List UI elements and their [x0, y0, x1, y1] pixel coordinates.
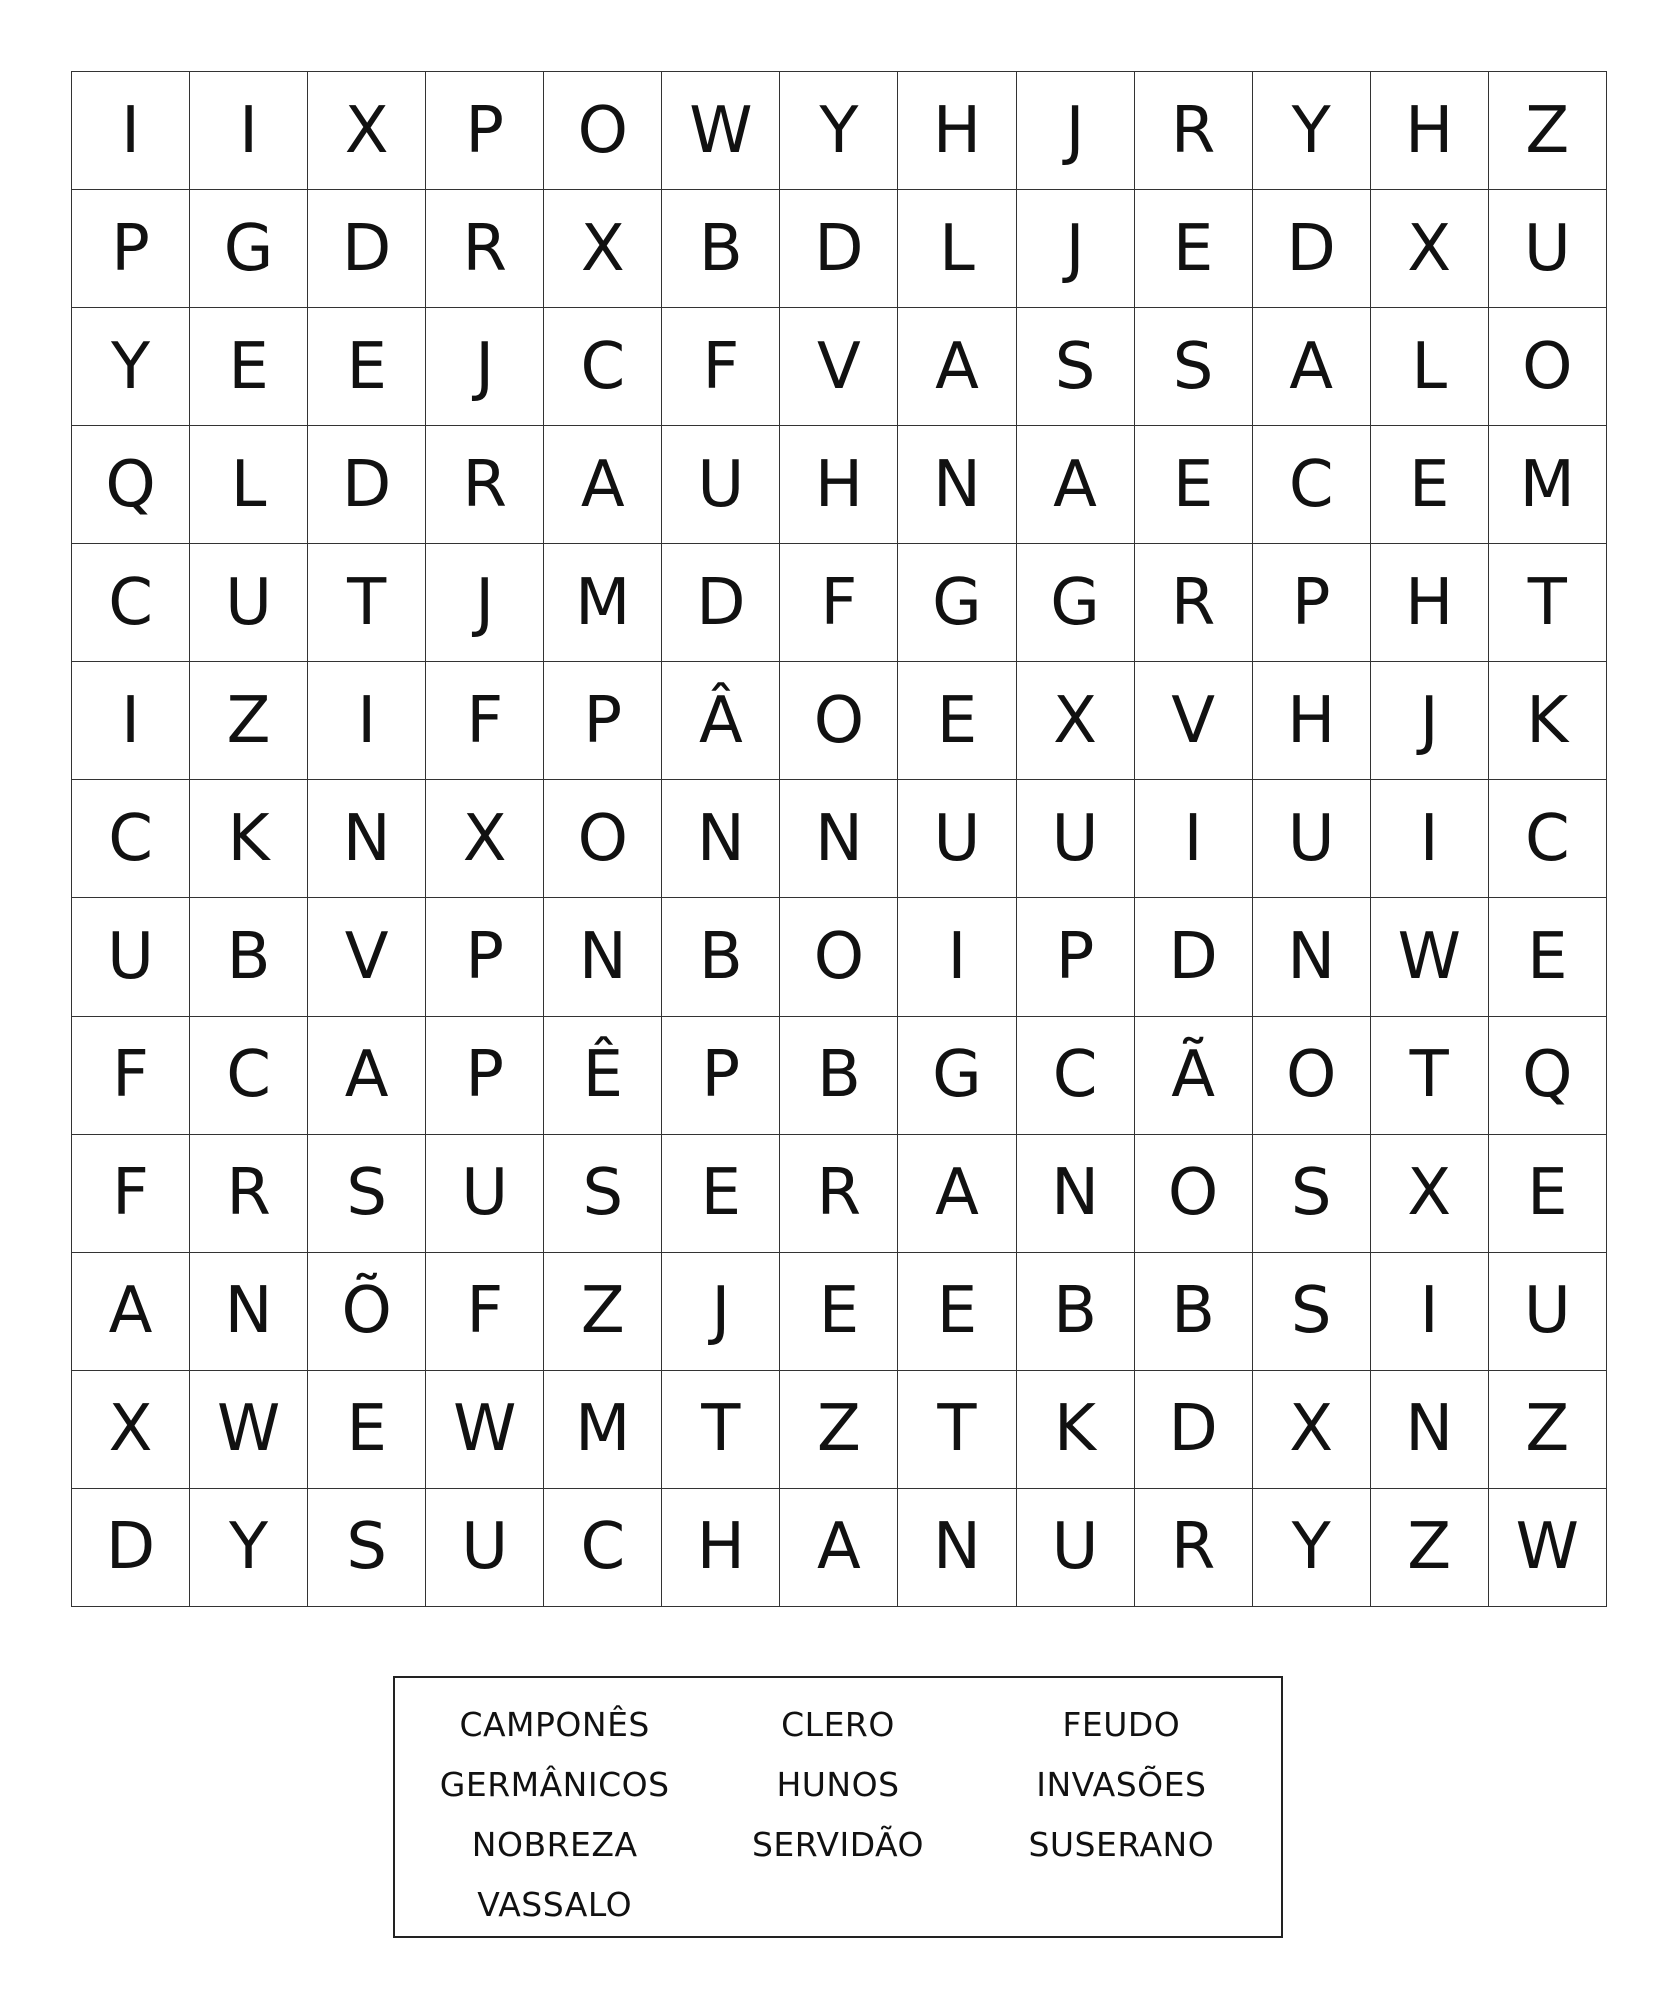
- grid-cell[interactable]: K: [1017, 1371, 1135, 1489]
- grid-cell[interactable]: A: [780, 1489, 898, 1607]
- grid-cell[interactable]: Â: [662, 662, 780, 780]
- grid-cell[interactable]: N: [190, 1253, 308, 1371]
- grid-cell[interactable]: D: [72, 1489, 190, 1607]
- grid-cell[interactable]: R: [426, 426, 544, 544]
- grid-cell[interactable]: M: [544, 1371, 662, 1489]
- grid-cell[interactable]: H: [1371, 72, 1489, 190]
- grid-cell[interactable]: S: [544, 1135, 662, 1253]
- grid-cell[interactable]: D: [662, 544, 780, 662]
- word-list-item: SUSERANO: [1028, 1824, 1215, 1864]
- grid-cell[interactable]: O: [1135, 1135, 1253, 1253]
- word-list-item: GERMÂNICOS: [439, 1764, 670, 1804]
- grid-cell[interactable]: Z: [1371, 1489, 1489, 1607]
- grid-cell[interactable]: J: [426, 544, 544, 662]
- grid-cell[interactable]: R: [190, 1135, 308, 1253]
- grid-cell[interactable]: C: [544, 308, 662, 426]
- grid-cell[interactable]: I: [1371, 780, 1489, 898]
- word-list-item: HUNOS: [776, 1764, 900, 1804]
- grid-cell[interactable]: S: [1253, 1253, 1371, 1371]
- grid-cell[interactable]: C: [72, 544, 190, 662]
- grid-cell[interactable]: W: [426, 1371, 544, 1489]
- grid-cell[interactable]: W: [190, 1371, 308, 1489]
- grid-cell[interactable]: L: [190, 426, 308, 544]
- grid-cell[interactable]: S: [1135, 308, 1253, 426]
- grid-cell[interactable]: B: [780, 1017, 898, 1135]
- grid-cell[interactable]: X: [1371, 1135, 1489, 1253]
- grid-cell[interactable]: D: [780, 190, 898, 308]
- grid-cell[interactable]: M: [1489, 426, 1607, 544]
- grid-cell[interactable]: J: [426, 308, 544, 426]
- grid-cell[interactable]: F: [426, 1253, 544, 1371]
- grid-cell[interactable]: U: [426, 1489, 544, 1607]
- grid-cell[interactable]: X: [308, 72, 426, 190]
- grid-cell[interactable]: X: [1253, 1371, 1371, 1489]
- grid-cell[interactable]: D: [1253, 190, 1371, 308]
- grid-cell[interactable]: X: [544, 190, 662, 308]
- grid-cell[interactable]: T: [308, 544, 426, 662]
- grid-cell[interactable]: E: [1371, 426, 1489, 544]
- grid-cell[interactable]: O: [544, 72, 662, 190]
- grid-cell[interactable]: A: [898, 308, 1016, 426]
- grid-cell[interactable]: Z: [1489, 72, 1607, 190]
- grid-cell[interactable]: N: [544, 898, 662, 1016]
- grid-cell[interactable]: H: [662, 1489, 780, 1607]
- grid-cell[interactable]: E: [898, 662, 1016, 780]
- grid-row: [72, 72, 1607, 190]
- grid-cell[interactable]: T: [662, 1371, 780, 1489]
- grid-cell[interactable]: C: [72, 780, 190, 898]
- grid-cell[interactable]: E: [1135, 426, 1253, 544]
- grid-cell[interactable]: R: [780, 1135, 898, 1253]
- grid-cell[interactable]: Ã: [1135, 1017, 1253, 1135]
- grid-cell[interactable]: N: [662, 780, 780, 898]
- grid-cell[interactable]: Z: [544, 1253, 662, 1371]
- grid-cell[interactable]: D: [1135, 898, 1253, 1016]
- grid-cell[interactable]: R: [426, 190, 544, 308]
- grid-cell[interactable]: B: [662, 898, 780, 1016]
- grid-cell[interactable]: P: [426, 1017, 544, 1135]
- grid-cell[interactable]: F: [662, 308, 780, 426]
- grid-cell[interactable]: U: [190, 544, 308, 662]
- grid-cell[interactable]: I: [72, 72, 190, 190]
- grid-cell[interactable]: I: [72, 662, 190, 780]
- grid-cell[interactable]: E: [190, 308, 308, 426]
- grid-cell[interactable]: A: [898, 1135, 1016, 1253]
- grid-cell[interactable]: B: [1135, 1253, 1253, 1371]
- grid-cell[interactable]: N: [898, 426, 1016, 544]
- grid-cell[interactable]: O: [780, 898, 898, 1016]
- grid-cell[interactable]: X: [1371, 190, 1489, 308]
- grid-row: [72, 1135, 1607, 1253]
- grid-cell[interactable]: O: [1489, 308, 1607, 426]
- grid-cell[interactable]: W: [1371, 898, 1489, 1016]
- grid-row: [72, 1489, 1607, 1607]
- grid-cell[interactable]: I: [898, 898, 1016, 1016]
- word-list-item: VASSALO: [477, 1884, 633, 1924]
- grid-cell[interactable]: A: [72, 1253, 190, 1371]
- grid-cell[interactable]: R: [1135, 72, 1253, 190]
- grid-cell[interactable]: W: [1489, 1489, 1607, 1607]
- grid-cell[interactable]: A: [308, 1017, 426, 1135]
- grid-cell[interactable]: U: [1489, 190, 1607, 308]
- word-list: [395, 1694, 1281, 1934]
- grid-cell[interactable]: N: [308, 780, 426, 898]
- grid-cell[interactable]: J: [1017, 190, 1135, 308]
- grid-cell[interactable]: E: [898, 1253, 1016, 1371]
- grid-cell[interactable]: G: [1017, 544, 1135, 662]
- grid-cell[interactable]: P: [72, 190, 190, 308]
- grid-row: [72, 898, 1607, 1016]
- grid-cell[interactable]: I: [1135, 780, 1253, 898]
- grid-cell[interactable]: Z: [780, 1371, 898, 1489]
- word-list-item: CAMPONÊS: [459, 1704, 650, 1744]
- grid-row: [72, 308, 1607, 426]
- word-list-item: CLERO: [781, 1704, 895, 1744]
- grid-row: [72, 1253, 1607, 1371]
- grid-cell[interactable]: C: [1017, 1017, 1135, 1135]
- grid-cell[interactable]: H: [1371, 544, 1489, 662]
- grid-cell[interactable]: A: [544, 426, 662, 544]
- grid-cell[interactable]: A: [1253, 308, 1371, 426]
- grid-cell[interactable]: E: [1135, 190, 1253, 308]
- grid-cell[interactable]: U: [426, 1135, 544, 1253]
- grid-cell[interactable]: H: [1253, 662, 1371, 780]
- grid-cell[interactable]: J: [1017, 72, 1135, 190]
- grid-cell[interactable]: D: [308, 426, 426, 544]
- grid-cell[interactable]: C: [1253, 426, 1371, 544]
- word-list-item: FEUDO: [1062, 1704, 1181, 1744]
- grid-cell[interactable]: L: [898, 190, 1016, 308]
- grid-cell[interactable]: P: [662, 1017, 780, 1135]
- grid-cell[interactable]: Y: [780, 72, 898, 190]
- grid-cell[interactable]: G: [190, 190, 308, 308]
- grid-cell[interactable]: K: [190, 780, 308, 898]
- grid-cell[interactable]: B: [190, 898, 308, 1016]
- grid-cell[interactable]: I: [190, 72, 308, 190]
- grid-cell[interactable]: P: [426, 898, 544, 1016]
- grid-cell[interactable]: S: [308, 1135, 426, 1253]
- grid-cell[interactable]: X: [72, 1371, 190, 1489]
- grid-cell[interactable]: V: [1135, 662, 1253, 780]
- grid-cell[interactable]: O: [1253, 1017, 1371, 1135]
- letter-grid: [71, 71, 1607, 1607]
- grid-cell[interactable]: P: [544, 662, 662, 780]
- grid-cell[interactable]: R: [1135, 1489, 1253, 1607]
- grid-cell[interactable]: Y: [1253, 72, 1371, 190]
- grid-cell[interactable]: F: [72, 1135, 190, 1253]
- grid-cell[interactable]: S: [308, 1489, 426, 1607]
- grid-row: [72, 190, 1607, 308]
- grid-cell[interactable]: U: [1253, 780, 1371, 898]
- grid-cell[interactable]: O: [544, 780, 662, 898]
- grid-cell[interactable]: X: [1017, 662, 1135, 780]
- grid-cell[interactable]: R: [1135, 544, 1253, 662]
- word-bank: [393, 1676, 1283, 1938]
- grid-cell[interactable]: B: [1017, 1253, 1135, 1371]
- grid-cell[interactable]: Õ: [308, 1253, 426, 1371]
- grid-cell[interactable]: C: [190, 1017, 308, 1135]
- grid-cell[interactable]: F: [426, 662, 544, 780]
- grid-cell[interactable]: E: [308, 308, 426, 426]
- grid-cell[interactable]: D: [1135, 1371, 1253, 1489]
- grid-cell[interactable]: U: [662, 426, 780, 544]
- grid-cell[interactable]: P: [426, 72, 544, 190]
- grid-cell[interactable]: Q: [72, 426, 190, 544]
- grid-cell[interactable]: B: [662, 190, 780, 308]
- grid-cell[interactable]: N: [1253, 898, 1371, 1016]
- grid-cell[interactable]: U: [1017, 780, 1135, 898]
- grid-cell[interactable]: A: [1017, 426, 1135, 544]
- grid-cell[interactable]: F: [780, 544, 898, 662]
- grid-cell[interactable]: I: [1371, 1253, 1489, 1371]
- grid-cell[interactable]: U: [72, 898, 190, 1016]
- grid-cell[interactable]: I: [308, 662, 426, 780]
- grid-cell[interactable]: W: [662, 72, 780, 190]
- grid-cell[interactable]: Ê: [544, 1017, 662, 1135]
- grid-cell[interactable]: P: [1017, 898, 1135, 1016]
- grid-cell[interactable]: Z: [190, 662, 308, 780]
- grid-row: [72, 544, 1607, 662]
- grid-cell[interactable]: J: [1371, 662, 1489, 780]
- word-list-item: INVASÕES: [1036, 1764, 1207, 1804]
- grid-row: [72, 662, 1607, 780]
- grid-cell[interactable]: C: [544, 1489, 662, 1607]
- grid-cell[interactable]: Z: [1489, 1371, 1607, 1489]
- grid-cell[interactable]: L: [1371, 308, 1489, 426]
- grid-cell[interactable]: T: [1489, 544, 1607, 662]
- grid-cell[interactable]: P: [1253, 544, 1371, 662]
- grid-cell[interactable]: N: [1371, 1371, 1489, 1489]
- grid-cell[interactable]: E: [1489, 1135, 1607, 1253]
- word-list-item: SERVIDÃO: [751, 1824, 924, 1864]
- grid-cell[interactable]: E: [308, 1371, 426, 1489]
- grid-row: [72, 426, 1607, 544]
- grid-cell[interactable]: Q: [1489, 1017, 1607, 1135]
- grid-row: [72, 1017, 1607, 1135]
- word-list-item: NOBREZA: [471, 1824, 638, 1864]
- grid-cell[interactable]: J: [662, 1253, 780, 1371]
- grid-row: [72, 780, 1607, 898]
- grid-row: [72, 1371, 1607, 1489]
- grid-cell[interactable]: G: [898, 1017, 1016, 1135]
- grid-cell[interactable]: S: [1253, 1135, 1371, 1253]
- grid-cell[interactable]: Y: [190, 1489, 308, 1607]
- grid-cell[interactable]: G: [898, 544, 1016, 662]
- grid-cell[interactable]: T: [1371, 1017, 1489, 1135]
- grid-cell[interactable]: H: [898, 72, 1016, 190]
- grid-cell[interactable]: O: [780, 662, 898, 780]
- grid-cell[interactable]: Y: [1253, 1489, 1371, 1607]
- grid-cell[interactable]: K: [1489, 662, 1607, 780]
- grid-cell[interactable]: H: [780, 426, 898, 544]
- grid-cell[interactable]: V: [780, 308, 898, 426]
- grid-cell[interactable]: X: [426, 780, 544, 898]
- grid-cell[interactable]: E: [1489, 898, 1607, 1016]
- grid-cell[interactable]: U: [1017, 1489, 1135, 1607]
- grid-cell[interactable]: E: [780, 1253, 898, 1371]
- grid-cell[interactable]: N: [898, 1489, 1016, 1607]
- grid-cell[interactable]: E: [662, 1135, 780, 1253]
- grid-cell[interactable]: C: [1489, 780, 1607, 898]
- grid-cell[interactable]: T: [898, 1371, 1016, 1489]
- grid-cell[interactable]: D: [308, 190, 426, 308]
- grid-cell[interactable]: N: [780, 780, 898, 898]
- grid-cell[interactable]: V: [308, 898, 426, 1016]
- grid-cell[interactable]: N: [1017, 1135, 1135, 1253]
- grid-cell[interactable]: U: [1489, 1253, 1607, 1371]
- grid-cell[interactable]: U: [898, 780, 1016, 898]
- grid-cell[interactable]: F: [72, 1017, 190, 1135]
- grid-cell[interactable]: Y: [72, 308, 190, 426]
- grid-cell[interactable]: S: [1017, 308, 1135, 426]
- grid-cell[interactable]: M: [544, 544, 662, 662]
